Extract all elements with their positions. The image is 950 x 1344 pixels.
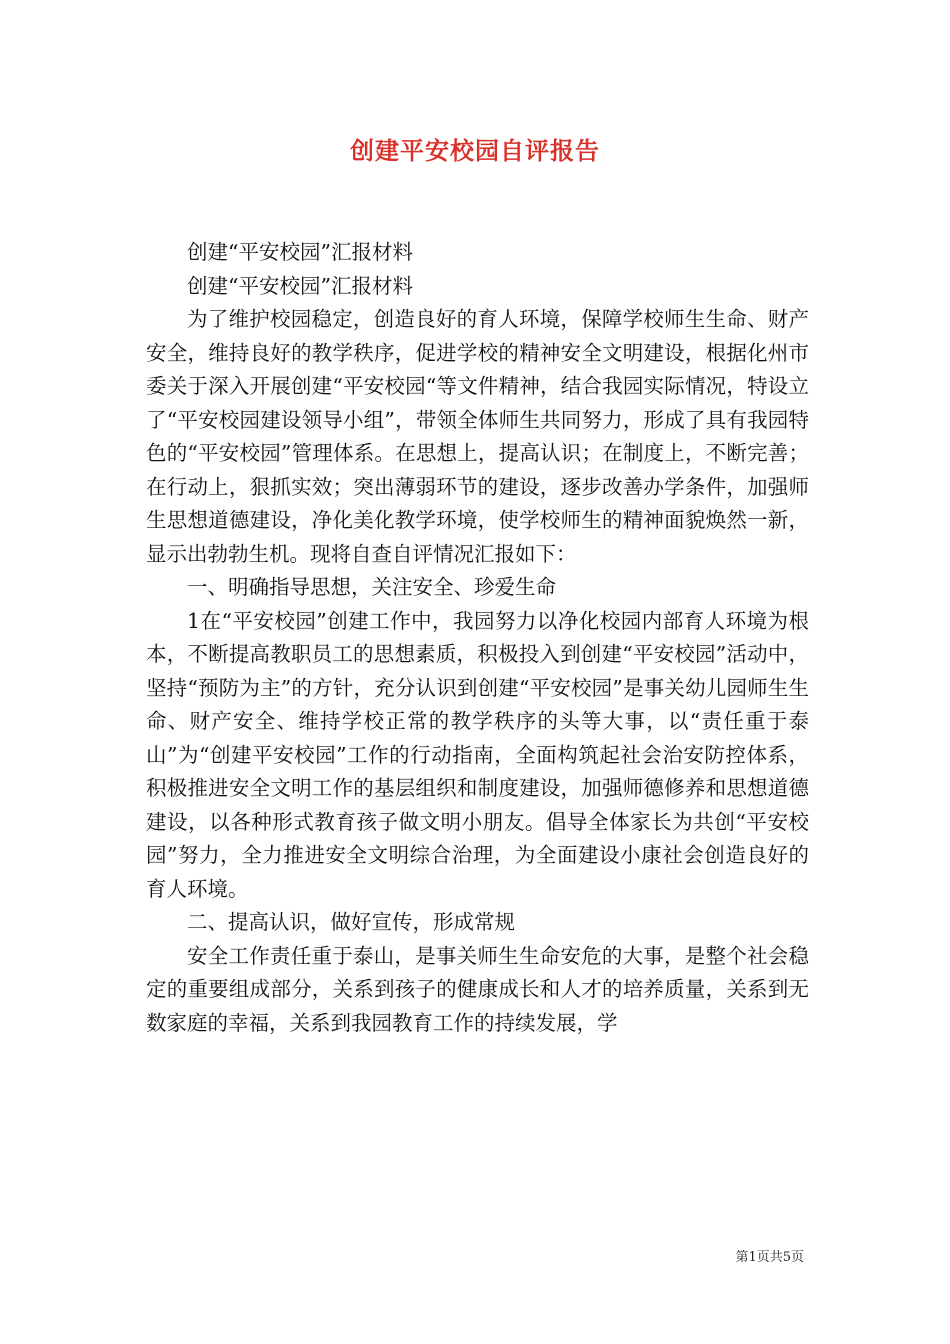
document-body (146, 236, 809, 1040)
section-heading: 二、提高认识，做好宣传，形成常规 (187, 910, 515, 934)
body-paragraph: 为了维护校园稳定，创造良好的育人环境，保障学校师生生命、财产安全，维持良好的教学秩序，促进学校的精神安全文明建设，根据化州市委关于深入开展创建“平安校园“等文件精神，结合我园实际情况，特设立了“平安校园建设领导小组”，带领全体师生共同努力，形成了具有我园特色的“平安校园”管理体系。在思想上，提高认识；在制度上，不断完善；在行动上，狠抓实效；突出薄弱环节的建设，逐步改善办学条件，加强师生思想道德建设，净化美化教学环境，使学校师生的精神面貌焕然一新，显示出勃勃生机。现将自查自评情况汇报如下： (146, 307, 809, 566)
body-paragraph: 1在“平安校园”创建工作中，我园努力以净化校园内部育人环境为根本，不断提高教职员工的思想素质，积极投入到创建“平安校园”活动中，坚持“预防为主”的方针，充分认识到创建“平安校园”是事关幼儿园师生生命、财产安全、维持学校正常的教学秩序的头等大事，以“责任重于泰山”为“创建平安校园”工作的行动指南，全面构筑起社会治安防控体系，积极推进安全文明工作的基层组织和制度建设，加强师德修养和思想道德建设，以各种形式教育孩子做文明小朋友。倡导全体家长为共创“平安校园”努力，全力推进安全文明综合治理，为全面建设小康社会创造良好的育人环境。 (146, 608, 809, 901)
section-heading: 一、明确指导思想，关注安全、珍爱生命 (187, 575, 556, 599)
body-paragraph: 安全工作责任重于泰山，是事关师生生命安危的大事，是整个社会稳定的重要组成部分，关系到孩子的健康成长和人才的培养质量，关系到无数家庭的幸福，关系到我园教育工作的持续发展，学 (146, 943, 809, 1035)
page-number: 第1页共5页 (735, 1250, 804, 1265)
subtitle-line: 创建“平安校园”汇报材料 (187, 240, 413, 264)
document-title: 创建平安校园自评报告 (350, 136, 600, 165)
subtitle-line: 创建“平安校园”汇报材料 (187, 273, 413, 298)
